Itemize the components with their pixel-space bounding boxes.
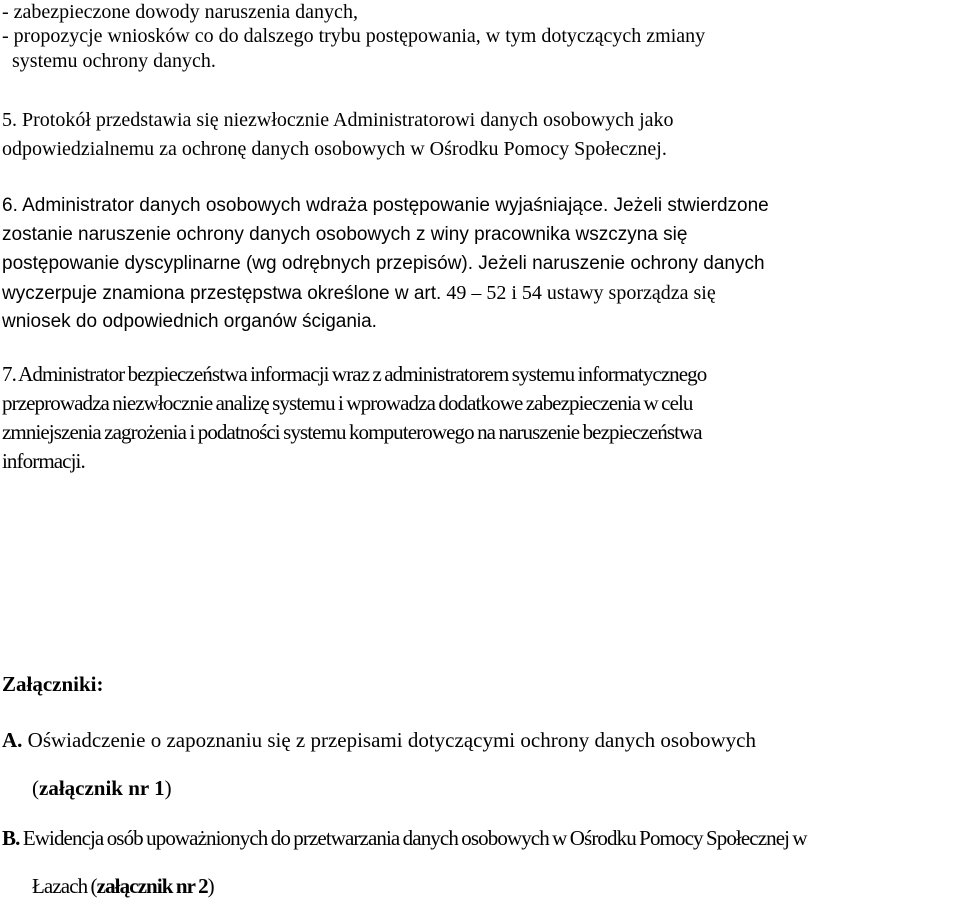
list-item-proposals-line1: - propozycje wniosków co do dalszego trybu postępowania, w tym dotyczących zmiany <box>2 25 706 47</box>
point-6-line4-start: wyczerpuje znamiona przestępstwa określone w art. <box>2 283 442 304</box>
attachment-b-line2 <box>32 874 214 898</box>
point-7-line2: przeprowadza niezwłocznie analizę systemu i wprowadza dodatkowe zabezpieczenia w celu <box>2 391 693 415</box>
attachment-b-ref-close: ) <box>207 874 214 898</box>
attachment-b-place: Łazach ( <box>32 874 97 898</box>
point-6-line2: zostanie naruszenie ochrony danych osobowych z winy pracownika wszczyna się <box>2 224 688 245</box>
list-item-proposals-line2: systemu ochrony danych. <box>12 50 216 72</box>
list-item-evidence: - zabezpieczone dowody naruszenia danych, <box>2 1 358 23</box>
attachment-b-line1 <box>2 826 807 850</box>
point-7-line1: 7. Administrator bezpieczeństwa informacji wraz z administratorem systemu informatycznego <box>2 362 707 386</box>
attachment-a-ref-close: ) <box>164 776 172 800</box>
point-7-line3: zmniejszenia zagrożenia i podatności systemu komputerowego na naruszenie bezpieczeństwa <box>2 420 702 444</box>
attachment-a-marker: A. <box>2 728 23 752</box>
attachment-a-text: Oświadczenie o zapoznaniu się z przepisami dotyczącymi ochrony danych osobowych <box>22 728 756 752</box>
point-6-line5: wniosek do odpowiednich organów ścigania. <box>2 311 377 332</box>
point-7-line4: informacji. <box>2 449 85 473</box>
point-5-line1: 5. Protokół przedstawia się niezwłocznie Administratorowi danych osobowych jako <box>2 109 674 131</box>
attachment-b-marker: B. <box>2 826 20 850</box>
attachment-a-ref-label: załącznik nr 1 <box>39 776 165 800</box>
attachment-b-ref-label: załącznik nr 2 <box>96 874 208 898</box>
attachments-heading: Załączniki: <box>2 672 104 696</box>
point-6-line3: postępowanie dyscyplinarne (wg odrębnych przepisów). Jeżeli naruszenie ochrony danych <box>2 253 765 274</box>
attachment-a-ref-open: ( <box>32 776 39 800</box>
attachment-a-line1 <box>2 728 756 752</box>
point-5-line2: odpowiedzialnemu za ochronę danych osobowych w Ośrodku Pomocy Społecznej. <box>2 138 667 160</box>
point-6-line4-end: 49 – 52 i 54 ustawy sporządza się <box>446 282 716 304</box>
attachment-a-reference <box>32 776 172 800</box>
point-6-line4 <box>2 281 716 306</box>
attachment-b-text: Ewidencja osób upoważnionych do przetwarzania danych osobowych w Ośrodku Pomocy Społecznej w <box>19 826 807 850</box>
point-6-line1: 6. Administrator danych osobowych wdraża postępowanie wyjaśniające. Jeżeli stwierdzone <box>2 195 769 216</box>
